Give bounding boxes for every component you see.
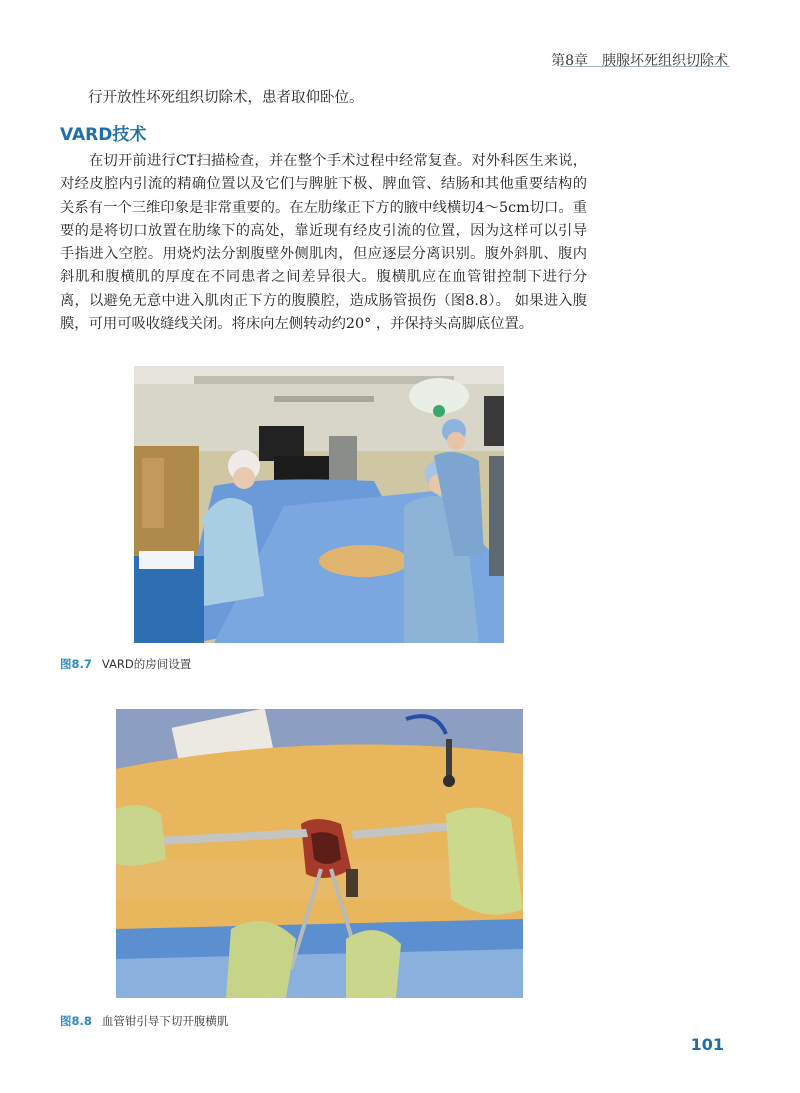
page-number: 101 [690,1035,724,1054]
figure-caption-text: VARD的房间设置 [101,657,192,671]
operating-room-illustration [134,366,504,643]
incision-illustration [116,709,523,998]
figure-number: 图8.7 [60,657,92,671]
figure-operating-room-photo [134,366,504,643]
figure-caption [60,1013,228,1029]
body-paragraph: 在切开前进行CT扫描检查，并在整个手术过程中经常复查。对外科医生来说，对经皮腔内引流的精确位置以及它们与脾脏下极、脾血管、结肠和其他重要结构的关系有一个三维印象是非常重要的。在左肋缘正下方的腋中线横切4～5cm切口。重要的是将切口放置在肋缘下的高处，靠近现有经皮引流的位置，因为这样可以引导手指进入空腔。用烧灼法分割腹壁外侧肌肉，但应逐层分离识别。腹外斜肌、腹内斜肌和腹横肌的厚度在不同患者之间差异很大。腹横肌应在血管钳控制下进行分离，以避免无意中进入肌肉正下方的腹膜腔，造成肠管损伤（图8.8）。 如果进入腹膜，可用可吸收缝线关闭。将床向左侧转动约20° ，并保持头高脚底位置。 [60,153,587,333]
running-head: 第8章 胰腺坏死组织切除术 [551,53,728,69]
figure-caption-text: 血管钳引导下切开腹横肌 [101,1014,229,1028]
section-title: VARD技术 [60,125,147,145]
continued-text-line: 行开放性坏死组织切除术，患者取仰卧位。 [88,90,364,106]
figure-incision-photo [116,709,523,998]
figure-number: 图8.8 [60,1014,92,1028]
figure-caption [60,656,191,672]
